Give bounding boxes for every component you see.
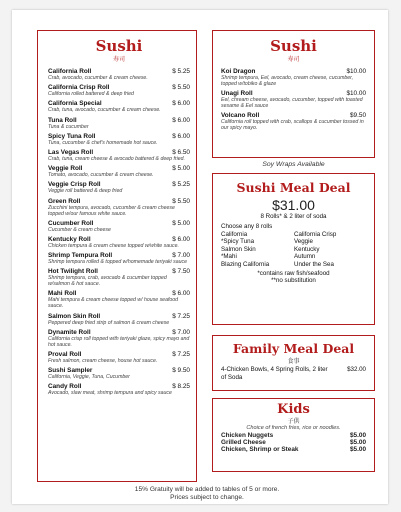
meal-deal-line: 8 Rolls* & 2 liter of soda bbox=[260, 213, 327, 220]
kids-subtitle: 子供 bbox=[287, 419, 300, 425]
menu-item bbox=[48, 100, 190, 113]
item-name: Unagi Roll bbox=[221, 90, 253, 98]
item-description: Shrimp tempura, Eel, avocado, cream cheese, cucumber, topped w/tobiko & glaze bbox=[221, 75, 354, 87]
kids-item bbox=[221, 439, 366, 446]
item-name: Las Vegas Roll bbox=[48, 148, 94, 156]
price-change-note: Prices subject to change. bbox=[170, 494, 244, 501]
item-description: Zucchini tempura, avocado, cucumber & cream cheese topped w/our famous white sauce. bbox=[48, 204, 175, 217]
raw-fish-note: *contains raw fish/seafood bbox=[257, 270, 330, 278]
item-name: Hot Twilight Roll bbox=[48, 268, 98, 276]
menu-item bbox=[48, 236, 190, 249]
item-price: $ 5.50 bbox=[172, 197, 190, 205]
item-price: $ 9.50 bbox=[172, 367, 190, 375]
item-description: Shrimp tempura, crab, avocado & cucumber topped w/salmon & hot sauce. bbox=[48, 275, 167, 288]
item-price: $9.50 bbox=[350, 112, 366, 120]
item-price: $ 8.25 bbox=[172, 383, 190, 391]
menu-page bbox=[12, 10, 388, 504]
kids-box bbox=[212, 398, 375, 472]
deal-roll-option: *Mahi bbox=[221, 253, 237, 261]
item-description: Avocado, slaw meat, shrimp tempura and spicy sauce bbox=[48, 390, 172, 397]
item-description: California, Veggie, Tuna, Cucumber bbox=[48, 374, 130, 381]
menu-item bbox=[221, 112, 366, 131]
family-deal-box bbox=[212, 335, 375, 391]
item-price: $ 6.00 bbox=[172, 116, 190, 124]
item-description: Crab, avocado, cucumber & cream cheese. bbox=[48, 75, 148, 81]
menu-item bbox=[48, 133, 190, 146]
item-price: $10.00 bbox=[346, 68, 366, 75]
menu-item bbox=[48, 329, 190, 348]
section-subtitle: 寿司 bbox=[112, 57, 125, 63]
item-price: $ 5.50 bbox=[172, 84, 190, 92]
item-price: $ 7.25 bbox=[172, 312, 190, 320]
item-name: California Roll bbox=[48, 68, 92, 75]
item-name: California Crisp Roll bbox=[48, 84, 110, 92]
menu-item bbox=[48, 220, 190, 233]
item-price: $10.00 bbox=[346, 90, 366, 98]
item-list bbox=[48, 68, 190, 396]
menu-item bbox=[48, 268, 190, 287]
menu-item bbox=[48, 383, 190, 396]
item-name: Kentucky Roll bbox=[48, 235, 91, 243]
item-name: Candy Roll bbox=[48, 383, 82, 391]
menu-item bbox=[48, 149, 190, 162]
menu-item bbox=[221, 90, 366, 109]
item-description: Eel, chream cheese, avocado, cucumber, topped with toasted sesame & Eel sauce bbox=[221, 97, 363, 110]
item-price: $ 5.25 bbox=[172, 68, 190, 75]
kids-item-name: Grilled Cheese bbox=[221, 439, 266, 446]
item-price: $ 6.50 bbox=[172, 148, 190, 156]
soy-wraps-note: Soy Wraps Available bbox=[262, 161, 325, 168]
deal-roll-option: California Crisp bbox=[294, 231, 337, 238]
kids-item bbox=[221, 446, 366, 453]
item-description: Cucumber & cream cheese bbox=[48, 226, 111, 233]
item-description: Chicken tempura & cream cheese topped w/white sauce. bbox=[48, 242, 179, 249]
item-description: Crab, tuna, avocado, cucumber & cream cheese. bbox=[48, 107, 161, 114]
menu-item bbox=[48, 367, 190, 380]
roll-column-right bbox=[294, 231, 366, 268]
item-name: Green Roll bbox=[48, 197, 81, 205]
item-name: Volcano Roll bbox=[221, 112, 260, 120]
no-substitution-note: **no substitution bbox=[271, 277, 316, 285]
section-title: Sushi bbox=[95, 37, 143, 55]
item-description: Peppered deep fried strip of salmon & cream cheese bbox=[48, 319, 170, 326]
item-name: Dynamite Roll bbox=[48, 328, 91, 336]
item-name: Mahi Roll bbox=[48, 290, 77, 298]
kids-item-price: $5.00 bbox=[350, 432, 366, 439]
item-name: Sushi Sampler bbox=[48, 367, 93, 375]
meal-deal-roll-grid bbox=[221, 231, 366, 268]
item-price: $ 5.25 bbox=[172, 181, 190, 189]
deal-roll-option: Kentucky bbox=[294, 245, 320, 253]
section-title-right: Sushi bbox=[270, 37, 317, 55]
menu-item bbox=[48, 84, 190, 97]
kids-item-name: Chicken Nuggets bbox=[221, 432, 274, 439]
item-price: $ 7.00 bbox=[172, 252, 190, 260]
menu-item bbox=[221, 68, 366, 87]
roll-column-left bbox=[221, 231, 293, 268]
item-name: Proval Roll bbox=[48, 351, 82, 358]
deal-roll-option: California bbox=[221, 231, 248, 238]
meal-deal-box bbox=[212, 173, 375, 325]
menu-item bbox=[48, 351, 190, 364]
item-description: California rolled battered & deep fried bbox=[48, 91, 134, 98]
deal-roll-option: Autumn bbox=[294, 253, 316, 261]
menu-item bbox=[48, 252, 190, 265]
item-name: California Special bbox=[48, 100, 102, 108]
meal-deal-title: Sushi Meal Deal bbox=[236, 180, 351, 195]
gratuity-note: 15% Gratuity will be added to tables of 5 or more. bbox=[134, 486, 280, 493]
kids-item-list bbox=[221, 432, 366, 453]
item-price: $ 7.25 bbox=[172, 351, 190, 358]
meal-deal-price: $31.00 bbox=[272, 197, 315, 213]
sushi-menu-left bbox=[37, 30, 197, 482]
item-name: Koi Dragon bbox=[221, 68, 256, 75]
menu-item bbox=[48, 68, 190, 81]
item-price: $ 6.00 bbox=[172, 290, 190, 298]
menu-item bbox=[48, 313, 190, 326]
item-price: $ 7.00 bbox=[172, 328, 190, 336]
item-name: Salmon Skin Roll bbox=[48, 312, 101, 320]
meal-deal-choose: Choose any 8 rolls bbox=[221, 223, 273, 230]
item-name: Veggie Crisp Roll bbox=[48, 181, 101, 189]
item-description: Tomato, avocado, cucumber & cream cheese. bbox=[48, 172, 154, 179]
item-description: California crisp roll topped with teriyaki glaze, spicy mayo and hot sauce. bbox=[48, 335, 190, 348]
item-description: California roll topped with crab, scallops & cucumber tossed in our spicy mayo. bbox=[221, 119, 364, 132]
kids-item-price: $5.00 bbox=[350, 439, 366, 446]
deal-roll-option: Blazing California bbox=[221, 260, 270, 268]
item-description: Veggie roll battered & deep fried bbox=[48, 188, 123, 195]
kids-item-name: Chicken, Shrimp or Steak bbox=[221, 446, 299, 453]
item-price: $ 6.00 bbox=[172, 235, 190, 243]
item-name: Tuna Roll bbox=[48, 116, 77, 124]
item-price: $ 5.00 bbox=[172, 219, 190, 227]
family-deal-subtitle: 食事 bbox=[287, 359, 300, 365]
item-name: Shrimp Tempura Roll bbox=[48, 252, 113, 260]
item-description: Mahi tempura & cream cheese topped w/ house seafood sauce. bbox=[48, 297, 179, 310]
deal-roll-option: Salmon Skin bbox=[221, 245, 256, 253]
item-price: $ 6.00 bbox=[172, 132, 190, 140]
item-description: Shrimp tempura rolled & topped w/homemade teriyaki sauce bbox=[48, 259, 187, 266]
item-price: $ 5.00 bbox=[172, 165, 190, 173]
item-description: Tuna, cucumber & chef's homemade hot sauce. bbox=[48, 139, 158, 146]
item-description: Fresh salmon, cream cheese, house hot sauce. bbox=[48, 358, 158, 364]
item-description: Crab, tuna, cream cheese & avocado battered & deep fried. bbox=[48, 155, 185, 162]
item-list-right bbox=[221, 68, 366, 131]
kids-note: Choice of french fries, rice or noodles. bbox=[246, 425, 341, 431]
deal-roll-option: Veggie bbox=[294, 238, 313, 246]
item-name: Cucumber Roll bbox=[48, 219, 94, 227]
menu-item bbox=[48, 165, 190, 178]
menu-item bbox=[48, 290, 190, 309]
item-price: $ 7.50 bbox=[172, 268, 190, 276]
menu-item bbox=[48, 198, 190, 217]
deal-roll-option: Under the Sea bbox=[294, 260, 334, 268]
section-subtitle-right: 寿司 bbox=[287, 57, 300, 63]
menu-item bbox=[48, 181, 190, 194]
family-deal-desc: 4-Chicken Bowls, 4 Spring Rolls, 2 liter of Soda bbox=[221, 366, 328, 381]
menu-item bbox=[48, 117, 190, 130]
kids-item bbox=[221, 432, 366, 439]
sushi-menu-right bbox=[212, 30, 375, 158]
item-price: $ 6.00 bbox=[172, 100, 190, 108]
item-name: Veggie Roll bbox=[48, 165, 83, 173]
deal-roll-option: *Spicy Tuna bbox=[221, 238, 255, 246]
item-description: Tuna & cucumber bbox=[48, 123, 89, 130]
family-deal-title: Family Meal Deal bbox=[232, 341, 355, 356]
footer bbox=[37, 486, 377, 502]
item-name: Spicy Tuna Roll bbox=[48, 132, 96, 140]
family-deal-price: $32.00 bbox=[347, 366, 366, 373]
kids-item-price: $5.00 bbox=[350, 446, 366, 453]
kids-title: Kids bbox=[277, 402, 310, 417]
